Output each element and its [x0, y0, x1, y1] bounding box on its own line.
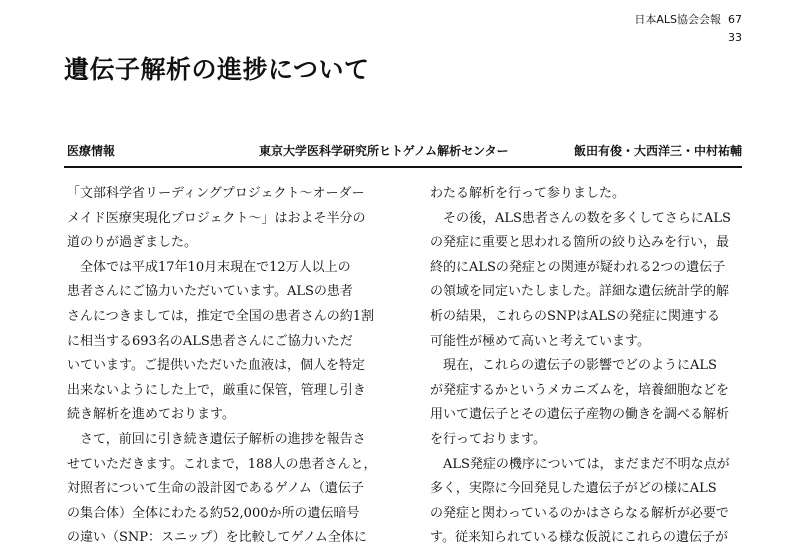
text-line: いています。ご提供いただいた血液は，個人を特定 — [67, 358, 365, 374]
header-divider — [64, 166, 742, 168]
author-names: 飯田有俊・大西洋三・中村祐輔 — [573, 144, 742, 158]
text-line: の領域を同定いたしました。詳細な遺伝統計学的解 — [430, 284, 730, 300]
text-line: 多く，実際に今回発見した遺伝子がどの様にALS — [430, 481, 717, 497]
text-line: ALS発症の機序については，まだまだ不明な点が — [430, 456, 730, 472]
text-line: 患者さんにご協力いただいています。ALSの患者 — [67, 284, 353, 300]
text-line: さんにつきましては，推定で全国の患者さんの約1割 — [67, 308, 375, 324]
text-line: 続き解析を進めております。 — [67, 407, 235, 423]
text-line: を行っております。 — [430, 431, 546, 447]
text-line: の集合体）全体にわたる約52,000か所の遺伝暗号 — [67, 505, 360, 521]
text-line: 現在，これらの遺伝子の影響でどのようにALS — [430, 358, 717, 374]
text-line: 析の結果，これらのSNPはALSの発症に関連する — [430, 308, 720, 324]
article-title: 遺伝子解析の進捗について — [64, 55, 370, 84]
text-line: 用いて遺伝子とその遺伝子産物の働きを調べる解析 — [430, 407, 730, 423]
page-number: 33 — [728, 31, 742, 44]
text-line: す。従来知られている様な仮説にこれらの遺伝子が — [430, 530, 728, 546]
text-line: その後，ALS患者さんの数を多くしてさらにALS — [430, 210, 731, 226]
article-category: 医療情報 — [67, 144, 116, 158]
text-line: の発症に重要と思われる箇所の絞り込みを行い，最 — [430, 235, 730, 251]
text-line: の違い（SNP：スニップ）を比較してゲノム全体に — [67, 530, 367, 546]
text-line: の発症と関わっているのかはさらなる解析が必要で — [430, 505, 729, 521]
text-line: 出来ないようにした上で，厳重に保管，管理し引き — [67, 382, 366, 398]
text-line: 「文部科学省リーディングプロジェクト～オーダー — [67, 186, 365, 201]
body-column-right — [430, 182, 745, 551]
text-line: せていただきます。これまで，188人の患者さんと， — [67, 456, 377, 472]
text-line: 終的にALSの発症との関連が疑われる2つの遺伝子 — [430, 259, 726, 275]
text-line: わたる解析を行って参りました。 — [430, 186, 626, 201]
journal-line — [634, 11, 742, 29]
text-line: 全体では平成17年10月末現在で12万人以上の — [67, 259, 351, 275]
text-line: さて，前回に引き続き遺伝子解析の進捗を報告さ — [67, 431, 366, 447]
author-affiliation: 東京大学医科学研究所ヒトゲノム解析センター — [259, 144, 509, 158]
running-header — [634, 11, 742, 47]
body-column-left — [67, 182, 387, 551]
text-line: が発症するかというメカニズムを，培養細胞などを — [430, 382, 730, 398]
text-line: 道のりが過ぎました。 — [67, 235, 198, 251]
issue-number: 67 — [728, 13, 742, 26]
journal-name: 日本ALS協会会報 — [634, 13, 721, 26]
text-line: に相当する693名のALS患者さんにご協力いただ — [67, 333, 353, 349]
text-line: 可能性が極めて高いと考えています。 — [430, 333, 650, 349]
text-line: メイド医療実現化プロジェクト～」はおよそ半分の — [67, 210, 366, 226]
text-line: 対照者について生命の設計図であるゲノム（遺伝子 — [67, 481, 364, 497]
